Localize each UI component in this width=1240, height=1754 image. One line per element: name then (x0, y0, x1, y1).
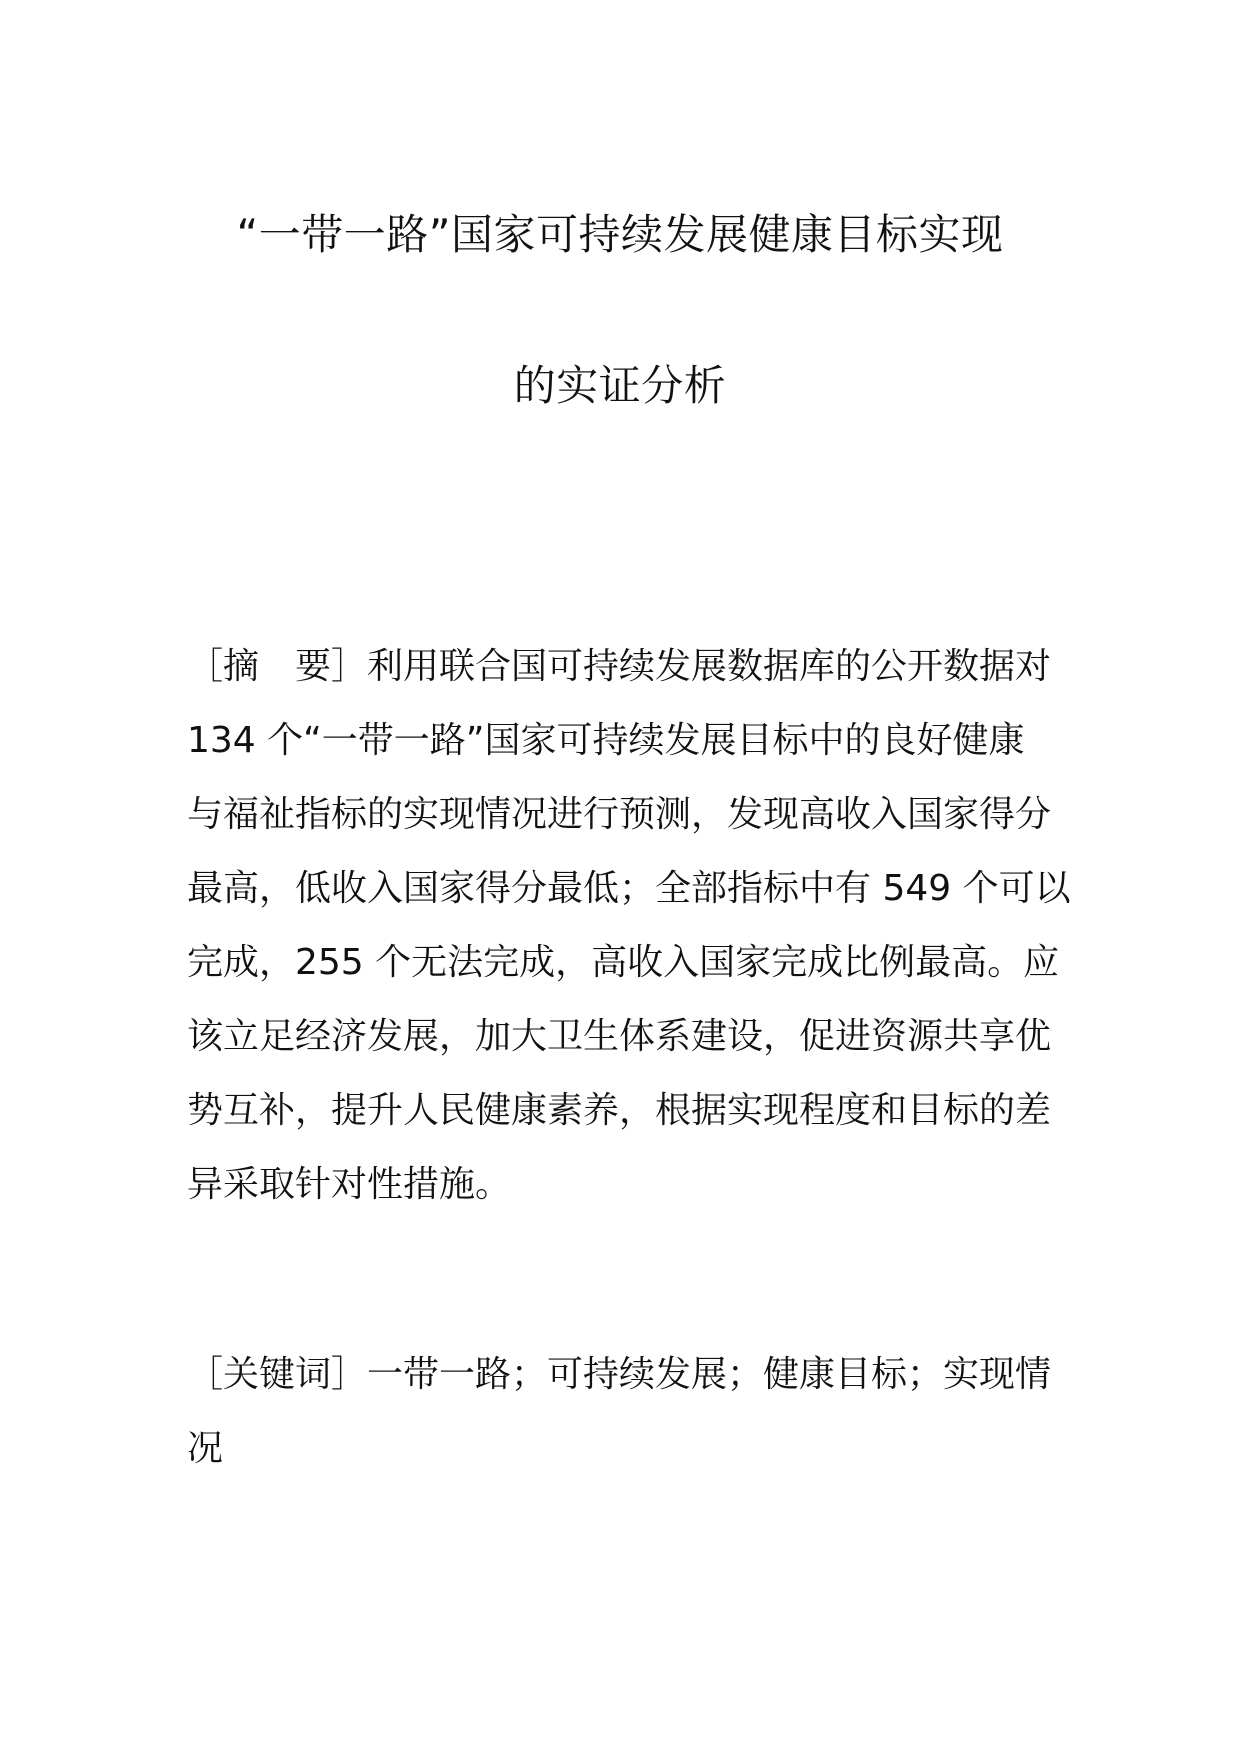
document-title-line-1: “一带一路”国家可持续发展健康目标实现 (236, 210, 1004, 259)
abstract-line: 最高，低收入国家得分最低；全部指标中有 549 个可以 (187, 868, 1071, 909)
keywords-line: 况 (187, 1428, 224, 1469)
abstract-line: 完成，255 个无法完成，高收入国家完成比例最高。应 (187, 942, 1060, 983)
abstract-line: ［摘 要］利用联合国可持续发展数据库的公开数据对 (187, 646, 1052, 687)
abstract-line: 异采取针对性措施。 (187, 1164, 512, 1205)
keywords-line: ［关键词］一带一路；可持续发展；健康目标；实现情 (187, 1354, 1052, 1395)
abstract-paragraph (187, 630, 1071, 1222)
abstract-line: 与福祉指标的实现情况进行预测，发现高收入国家得分 (187, 794, 1052, 835)
abstract-line: 势互补，提升人民健康素养，根据实现程度和目标的差 (187, 1090, 1052, 1131)
abstract-line: 该立足经济发展，加大卫生体系建设，促进资源共享优 (187, 1016, 1052, 1057)
document-title-line-2: 的实证分析 (513, 361, 727, 410)
keywords-paragraph (187, 1338, 1057, 1486)
abstract-line: 134 个“一带一路”国家可持续发展目标中的良好健康 (187, 720, 1025, 761)
